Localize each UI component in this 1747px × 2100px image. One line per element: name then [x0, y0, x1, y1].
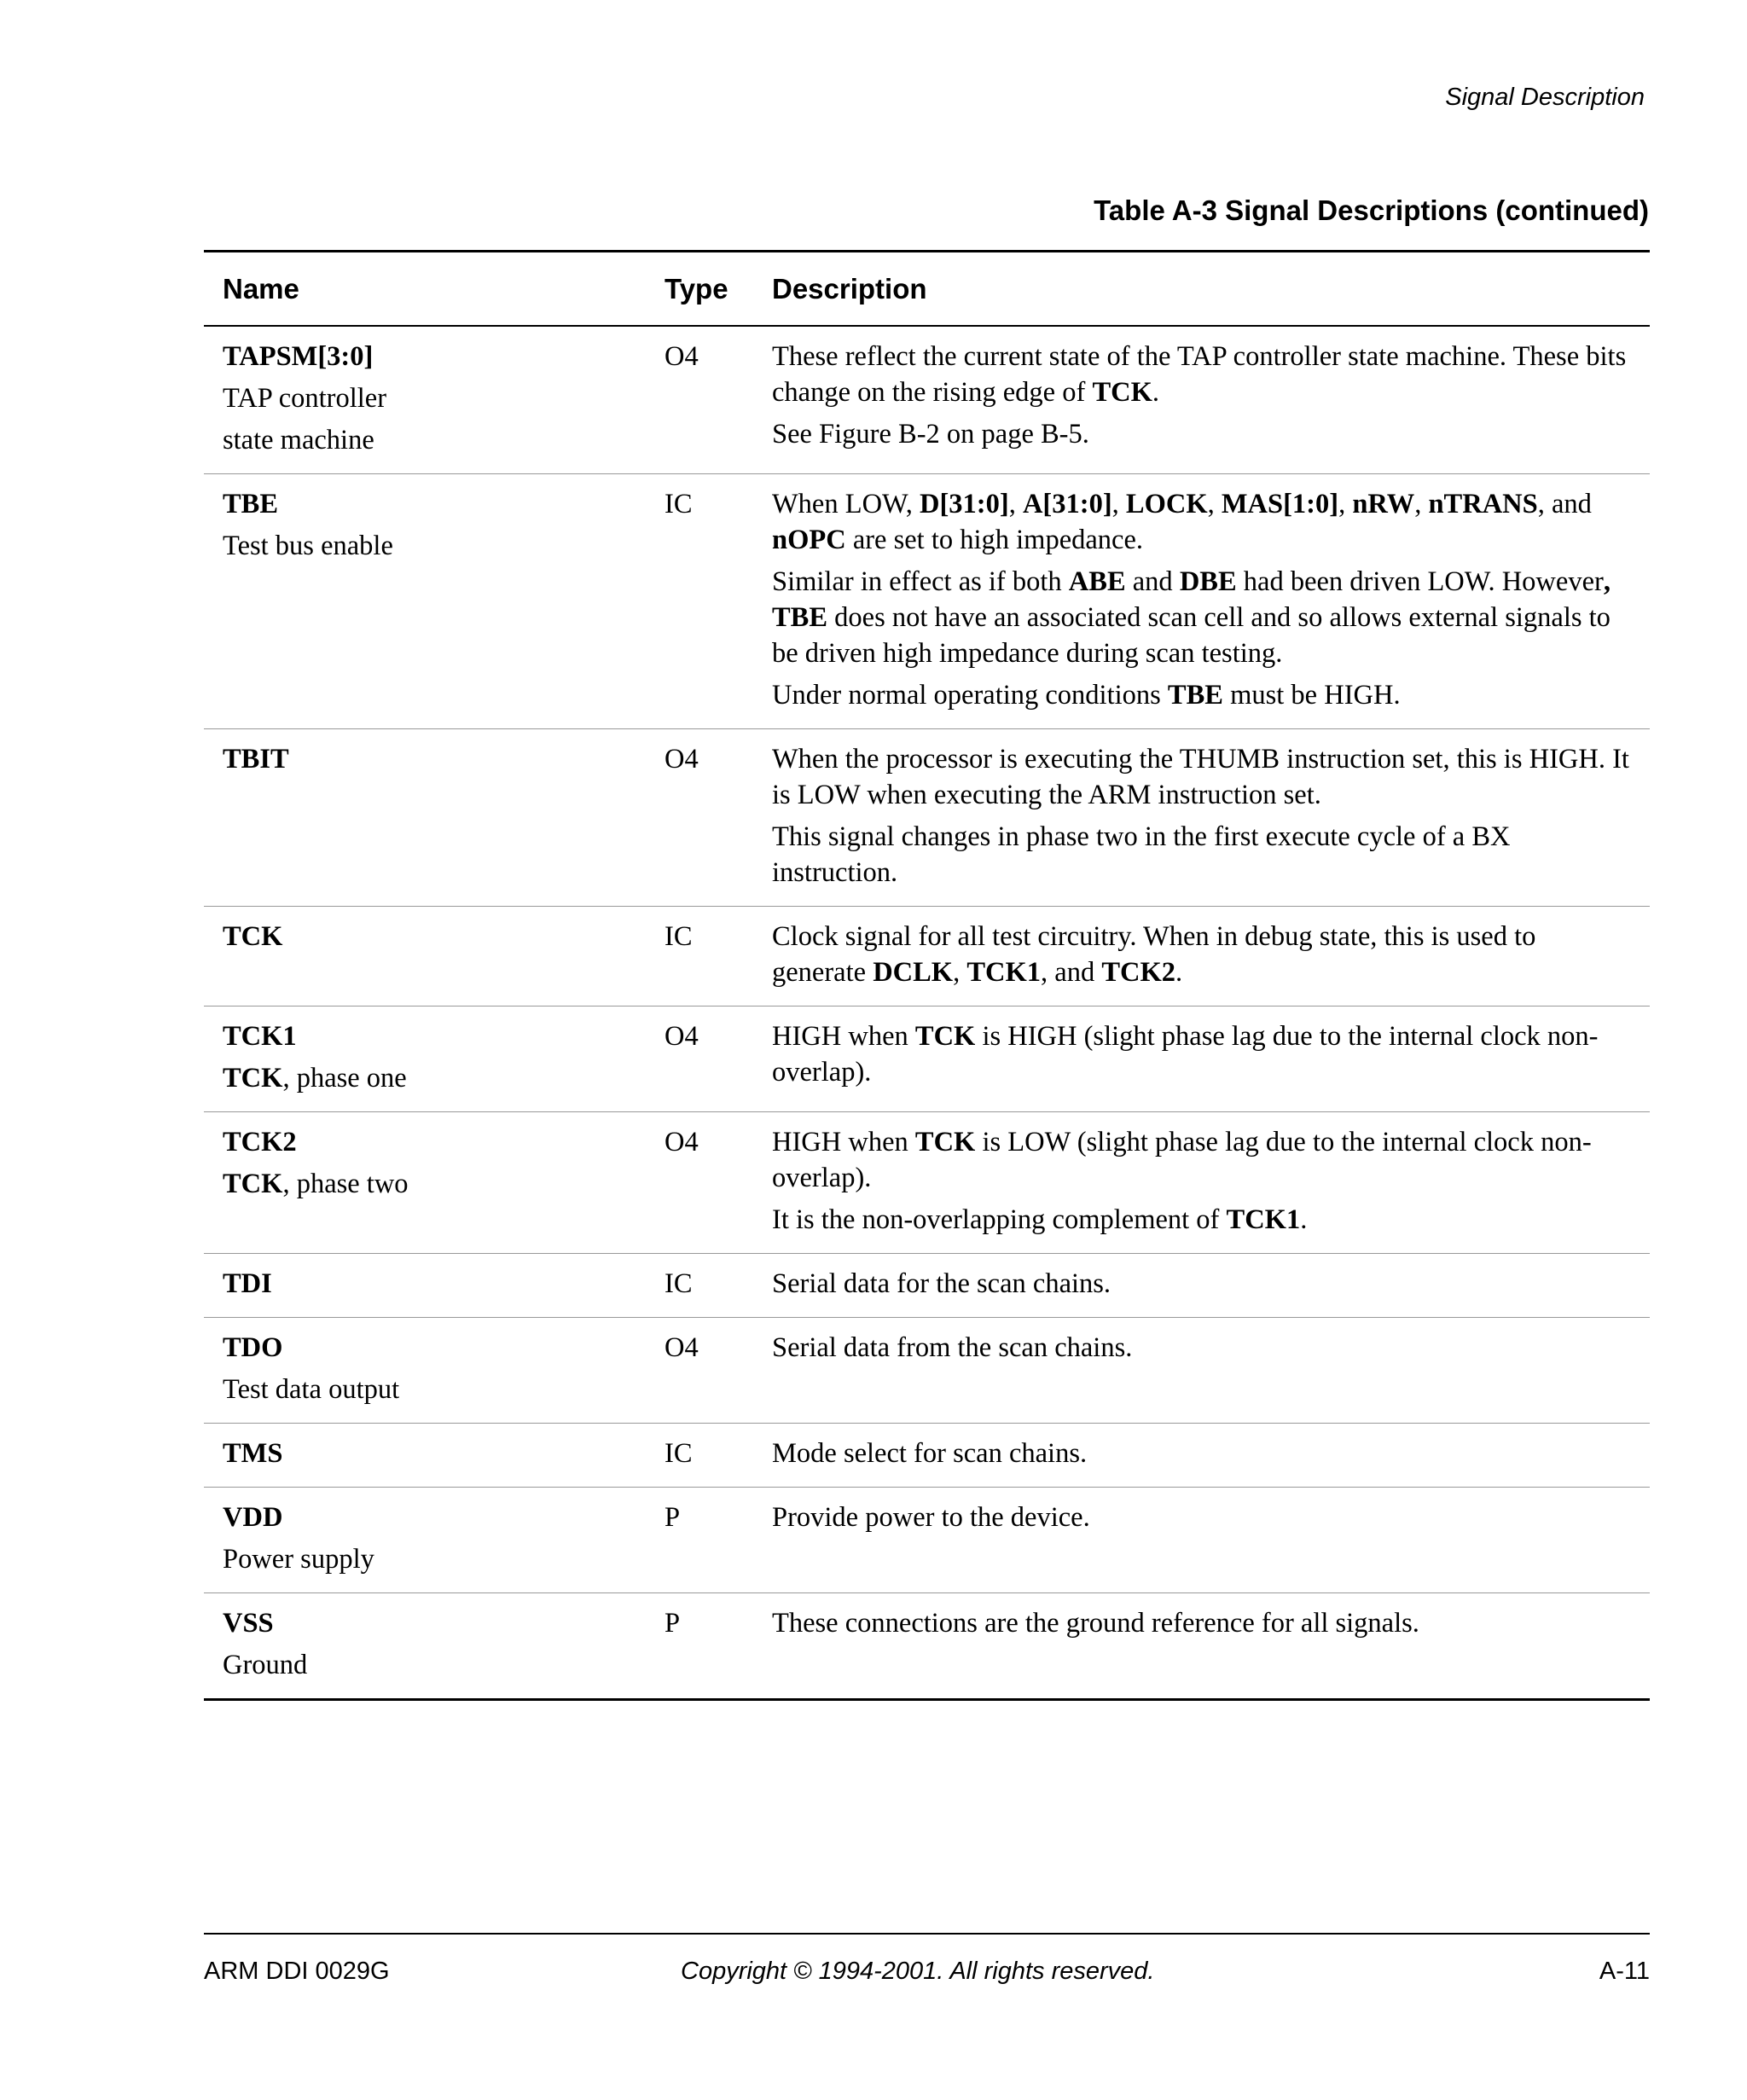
bold-signal-name: TCK [1092, 377, 1152, 408]
description-paragraph: HIGH when TCK is HIGH (slight phase lag due to the internal clock non-overlap). [772, 1021, 1599, 1088]
description-paragraph: Similar in effect as if both ABE and DBE had been driven LOW. However, TBE does not have an associated scan cell and so allows external signals to be driven high impedance during scan testing. [772, 566, 1611, 669]
cell-description [772, 1424, 1650, 1487]
description-paragraph: When LOW, D[31:0], A[31:0], LOCK, MAS[1:0], nRW, nTRANS, and nOPC are set to high impedance. [772, 489, 1592, 555]
signal-name: TMS [223, 1438, 283, 1469]
cell-name [204, 327, 665, 473]
bold-signal-name: nRW [1352, 489, 1415, 519]
description-paragraph: Under normal operating conditions TBE must be HIGH. [772, 680, 1401, 711]
table-header [204, 252, 1650, 327]
footer-copyright: Copyright © 1994-2001. All rights reserved. [681, 1958, 1155, 1985]
cell-name [204, 474, 665, 728]
cell-description [772, 1112, 1650, 1253]
description-paragraph: Mode select for scan chains. [772, 1438, 1088, 1469]
bold-signal-name: TCK [223, 1063, 283, 1094]
table-row [204, 1317, 1650, 1423]
cell-description [772, 729, 1650, 906]
cell-type: IC [665, 1268, 693, 1299]
bold-signal-name: TCK2 [1101, 957, 1176, 988]
bold-signal-name: MAS[1:0] [1221, 489, 1339, 519]
table-row [204, 1111, 1650, 1253]
table-row [204, 1423, 1650, 1487]
signal-name: VSS [223, 1608, 274, 1639]
cell-type: P [665, 1502, 681, 1533]
signal-name: TBE [223, 489, 279, 519]
cell-type: IC [665, 921, 693, 952]
bold-signal-name: A[31:0] [1022, 489, 1112, 519]
signal-name: TCK [223, 921, 283, 952]
cell-type: O4 [665, 744, 699, 774]
cell-description [772, 474, 1650, 728]
signal-subtitle: Ground [223, 1650, 308, 1680]
cell-name [204, 1424, 665, 1487]
running-head: Signal Description [1445, 84, 1645, 111]
bold-signal-name: LOCK [1125, 489, 1208, 519]
description-paragraph: See Figure B-2 on page B-5. [772, 419, 1089, 450]
cell-description [772, 1254, 1650, 1317]
cell-description [772, 907, 1650, 1006]
bold-signal-name: TCK1 [1226, 1204, 1301, 1235]
bold-signal-name: TCK1 [966, 957, 1042, 988]
cell-name [204, 1254, 665, 1317]
table-body [204, 327, 1650, 1698]
cell-description [772, 1318, 1650, 1423]
description-paragraph: Serial data from the scan chains. [772, 1332, 1133, 1363]
signal-name: TDI [223, 1268, 272, 1299]
cell-description [772, 1593, 1650, 1698]
table-row [204, 906, 1650, 1006]
signal-name: TDO [223, 1332, 283, 1363]
bold-signal-name: DCLK [873, 957, 954, 988]
description-paragraph: Serial data for the scan chains. [772, 1268, 1111, 1299]
cell-name [204, 729, 665, 906]
cell-type: P [665, 1608, 681, 1639]
bold-signal-name: nOPC [772, 525, 846, 555]
cell-description [772, 1006, 1650, 1111]
table-row [204, 1592, 1650, 1698]
signal-subtitle: TCK, phase two [223, 1169, 409, 1199]
cell-name [204, 1593, 665, 1698]
cell-type: IC [665, 1438, 693, 1469]
description-paragraph: Clock signal for all test circuitry. When in debug state, this is used to generate DCLK, TCK1, and TCK2. [772, 921, 1536, 988]
signal-subtitle: Test data output [223, 1374, 400, 1405]
bold-signal-name: TCK [914, 1127, 976, 1157]
bold-signal-name: D[31:0] [920, 489, 1009, 519]
signal-name: TCK1 [223, 1021, 297, 1052]
signal-subtitle: TCK, phase one [223, 1063, 407, 1094]
signal-subtitle: Test bus enable [223, 531, 393, 561]
cell-name [204, 1318, 665, 1423]
header-name: Name [223, 272, 299, 305]
description-paragraph: Provide power to the device. [772, 1502, 1090, 1533]
cell-type: O4 [665, 1332, 699, 1363]
signal-subtitle: Power supply [223, 1544, 374, 1575]
bold-signal-name: TCK [223, 1169, 283, 1199]
bold-signal-name: , TBE [772, 566, 1611, 633]
table-row [204, 1253, 1650, 1317]
cell-name [204, 907, 665, 1006]
cell-name [204, 1488, 665, 1592]
table-row [204, 473, 1650, 728]
cell-type: O4 [665, 1021, 699, 1052]
description-paragraph: When the processor is executing the THUMB instruction set, this is HIGH. It is LOW when executing the ARM instruction set. [772, 744, 1629, 810]
cell-name [204, 1006, 665, 1111]
cell-type: O4 [665, 1127, 699, 1157]
signal-name: VDD [223, 1502, 283, 1533]
header-type: Type [665, 272, 728, 305]
table-row [204, 1487, 1650, 1592]
description-paragraph: HIGH when TCK is LOW (slight phase lag due to the internal clock non-overlap). [772, 1127, 1592, 1193]
bold-signal-name: DBE [1179, 566, 1237, 597]
description-paragraph: It is the non-overlapping complement of TCK1. [772, 1204, 1308, 1235]
signal-subtitle: TAP controller [223, 383, 387, 414]
bold-signal-name: TCK [914, 1021, 976, 1052]
signal-name: TAPSM[3:0] [223, 341, 374, 372]
cell-name [204, 1112, 665, 1253]
table-row [204, 728, 1650, 906]
table-row [204, 1006, 1650, 1111]
footer-doc-id: ARM DDI 0029G [204, 1958, 390, 1985]
bold-signal-name: ABE [1068, 566, 1126, 597]
cell-description [772, 1488, 1650, 1592]
description-paragraph: This signal changes in phase two in the first execute cycle of a BX instruction. [772, 821, 1511, 888]
cell-description [772, 327, 1650, 473]
signal-name: TBIT [223, 744, 289, 774]
footer-rule [204, 1933, 1650, 1935]
header-description: Description [772, 272, 927, 305]
cell-type: O4 [665, 341, 699, 372]
bold-signal-name: nTRANS [1428, 489, 1538, 519]
table-title: Table A-3 Signal Descriptions (continued) [1094, 194, 1649, 226]
signal-table [204, 250, 1650, 1701]
description-paragraph: These reflect the current state of the TAP controller state machine. These bits change on the rising edge of TCK. [772, 341, 1627, 408]
cell-type: IC [665, 489, 693, 519]
signal-name: TCK2 [223, 1127, 297, 1157]
bold-signal-name: TBE [1167, 680, 1223, 711]
description-paragraph: These connections are the ground reference for all signals. [772, 1608, 1419, 1639]
table-row [204, 327, 1650, 473]
footer-page-number: A-11 [1599, 1958, 1650, 1985]
signal-subtitle: state machine [223, 425, 374, 455]
